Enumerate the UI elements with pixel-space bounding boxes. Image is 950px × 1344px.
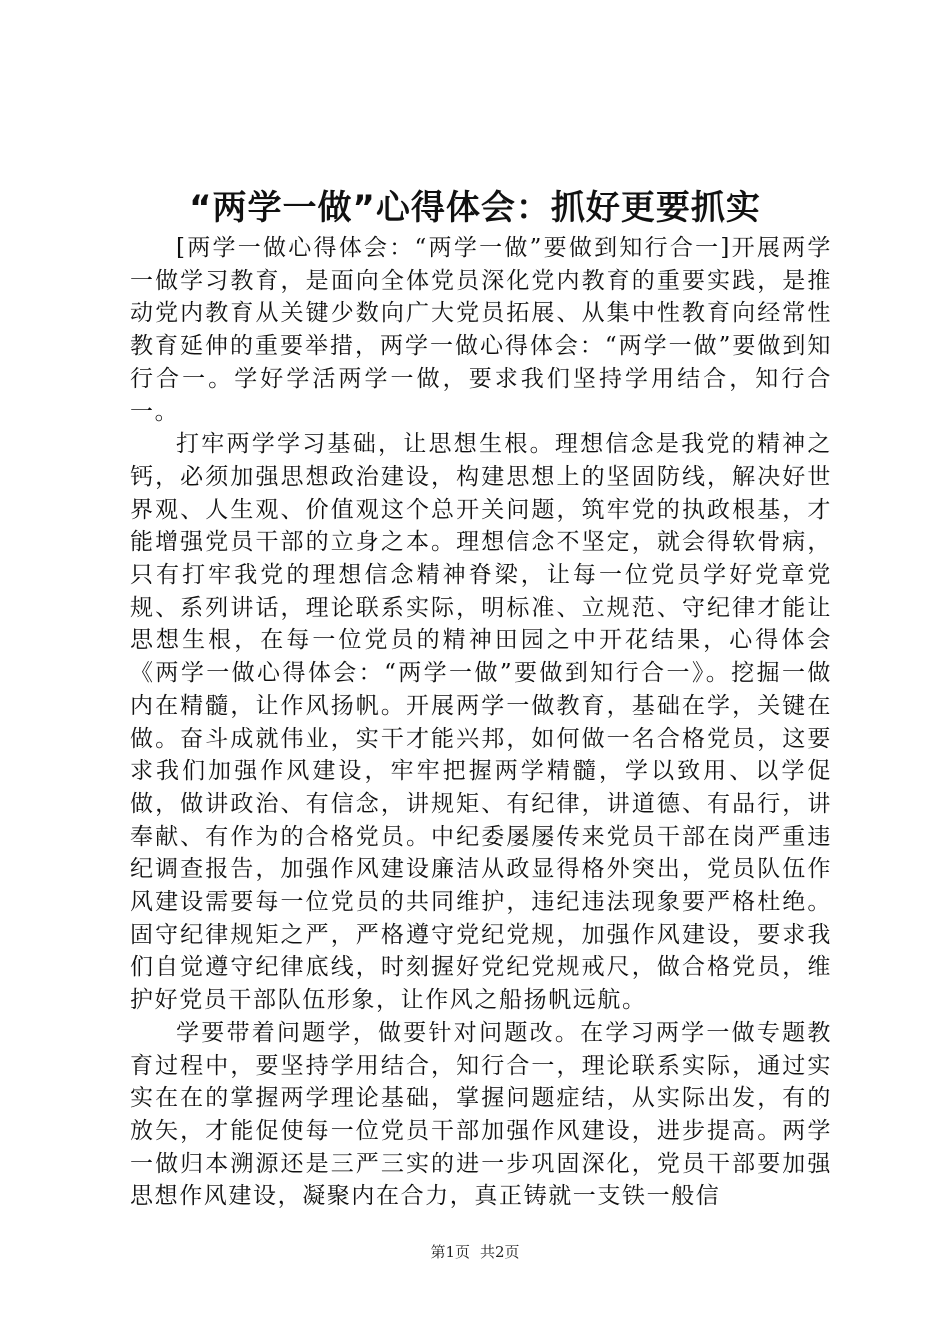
page-footer bbox=[0, 1240, 950, 1264]
document-body bbox=[130, 232, 832, 1213]
page-total: 共2页 bbox=[480, 1243, 520, 1261]
paragraph: 打牢两学学习基础，让思想生根。理想信念是我党的精神之钙，必须加强思想政治建设，构建思想上的坚固防线，解决好世界观、人生观、价值观这个总开关问题，筑牢党的执政根基，才能增强党员干部的立身之本。理想信念不坚定，就会得软骨病，只有打牢我党的理想信念精神脊梁，让每一位党员学好党章党规、系列讲话，理论联系实际，明标准、立规范、守纪律才能让思想生根，在每一位党员的精神田园之中开花结果，心得体会《两学一做心得体会：“两学一做”要做到知行合一》。挖掘一做内在精髓，让作风扬帆。开展两学一做教育，基础在学，关键在做。奋斗成就伟业，实干才能兴邦，如何做一名合格党员，这要求我们加强作风建设，牢牢把握两学精髓，学以致用、以学促做，做讲政治、有信念，讲规矩、有纪律，讲道德、有品行，讲奉献、有作为的合格党员。中纪委屡屡传来党员干部在岗严重违纪调查报告，加强作风建设廉洁从政显得格外突出，党员队伍作风建设需要每一位党员的共同维护，违纪违法现象要严格杜绝。固守纪律规矩之严，严格遵守党纪党规，加强作风建设，要求我们自觉遵守纪律底线，时刻握好党纪党规戒尺，做合格党员，维护好党员干部队伍形象，让作风之船扬帆远航。 bbox=[130, 431, 832, 1014]
page-number: 第1页 bbox=[430, 1243, 470, 1261]
paragraph: 学要带着问题学，做要针对问题改。在学习两学一做专题教育过程中，要坚持学用结合，知行合一，理论联系实际，通过实实在在的掌握两学理论基础，掌握问题症结，从实际出发，有的放矢，才能促使每一位党员干部加强作风建设，进步提高。两学一做归本溯源还是三严三实的进一步巩固深化，党员干部要加强思想作风建设，凝聚内在合力，真正铸就一支铁一般信 bbox=[130, 1019, 832, 1210]
paragraph: [两学一做心得体会：“两学一做”要做到知行合一]开展两学一做学习教育，是面向全体党员深化党内教育的重要实践，是推动党内教育从关键少数向广大党员拓展、从集中性教育向经常性教育延伸的重要举措，两学一做心得体会：“两学一做”要做到知行合一。学好学活两学一做，要求我们坚持学用结合，知行合一。 bbox=[130, 235, 832, 425]
document-title: “两学一做”心得体会：抓好更要抓实 bbox=[189, 188, 761, 228]
